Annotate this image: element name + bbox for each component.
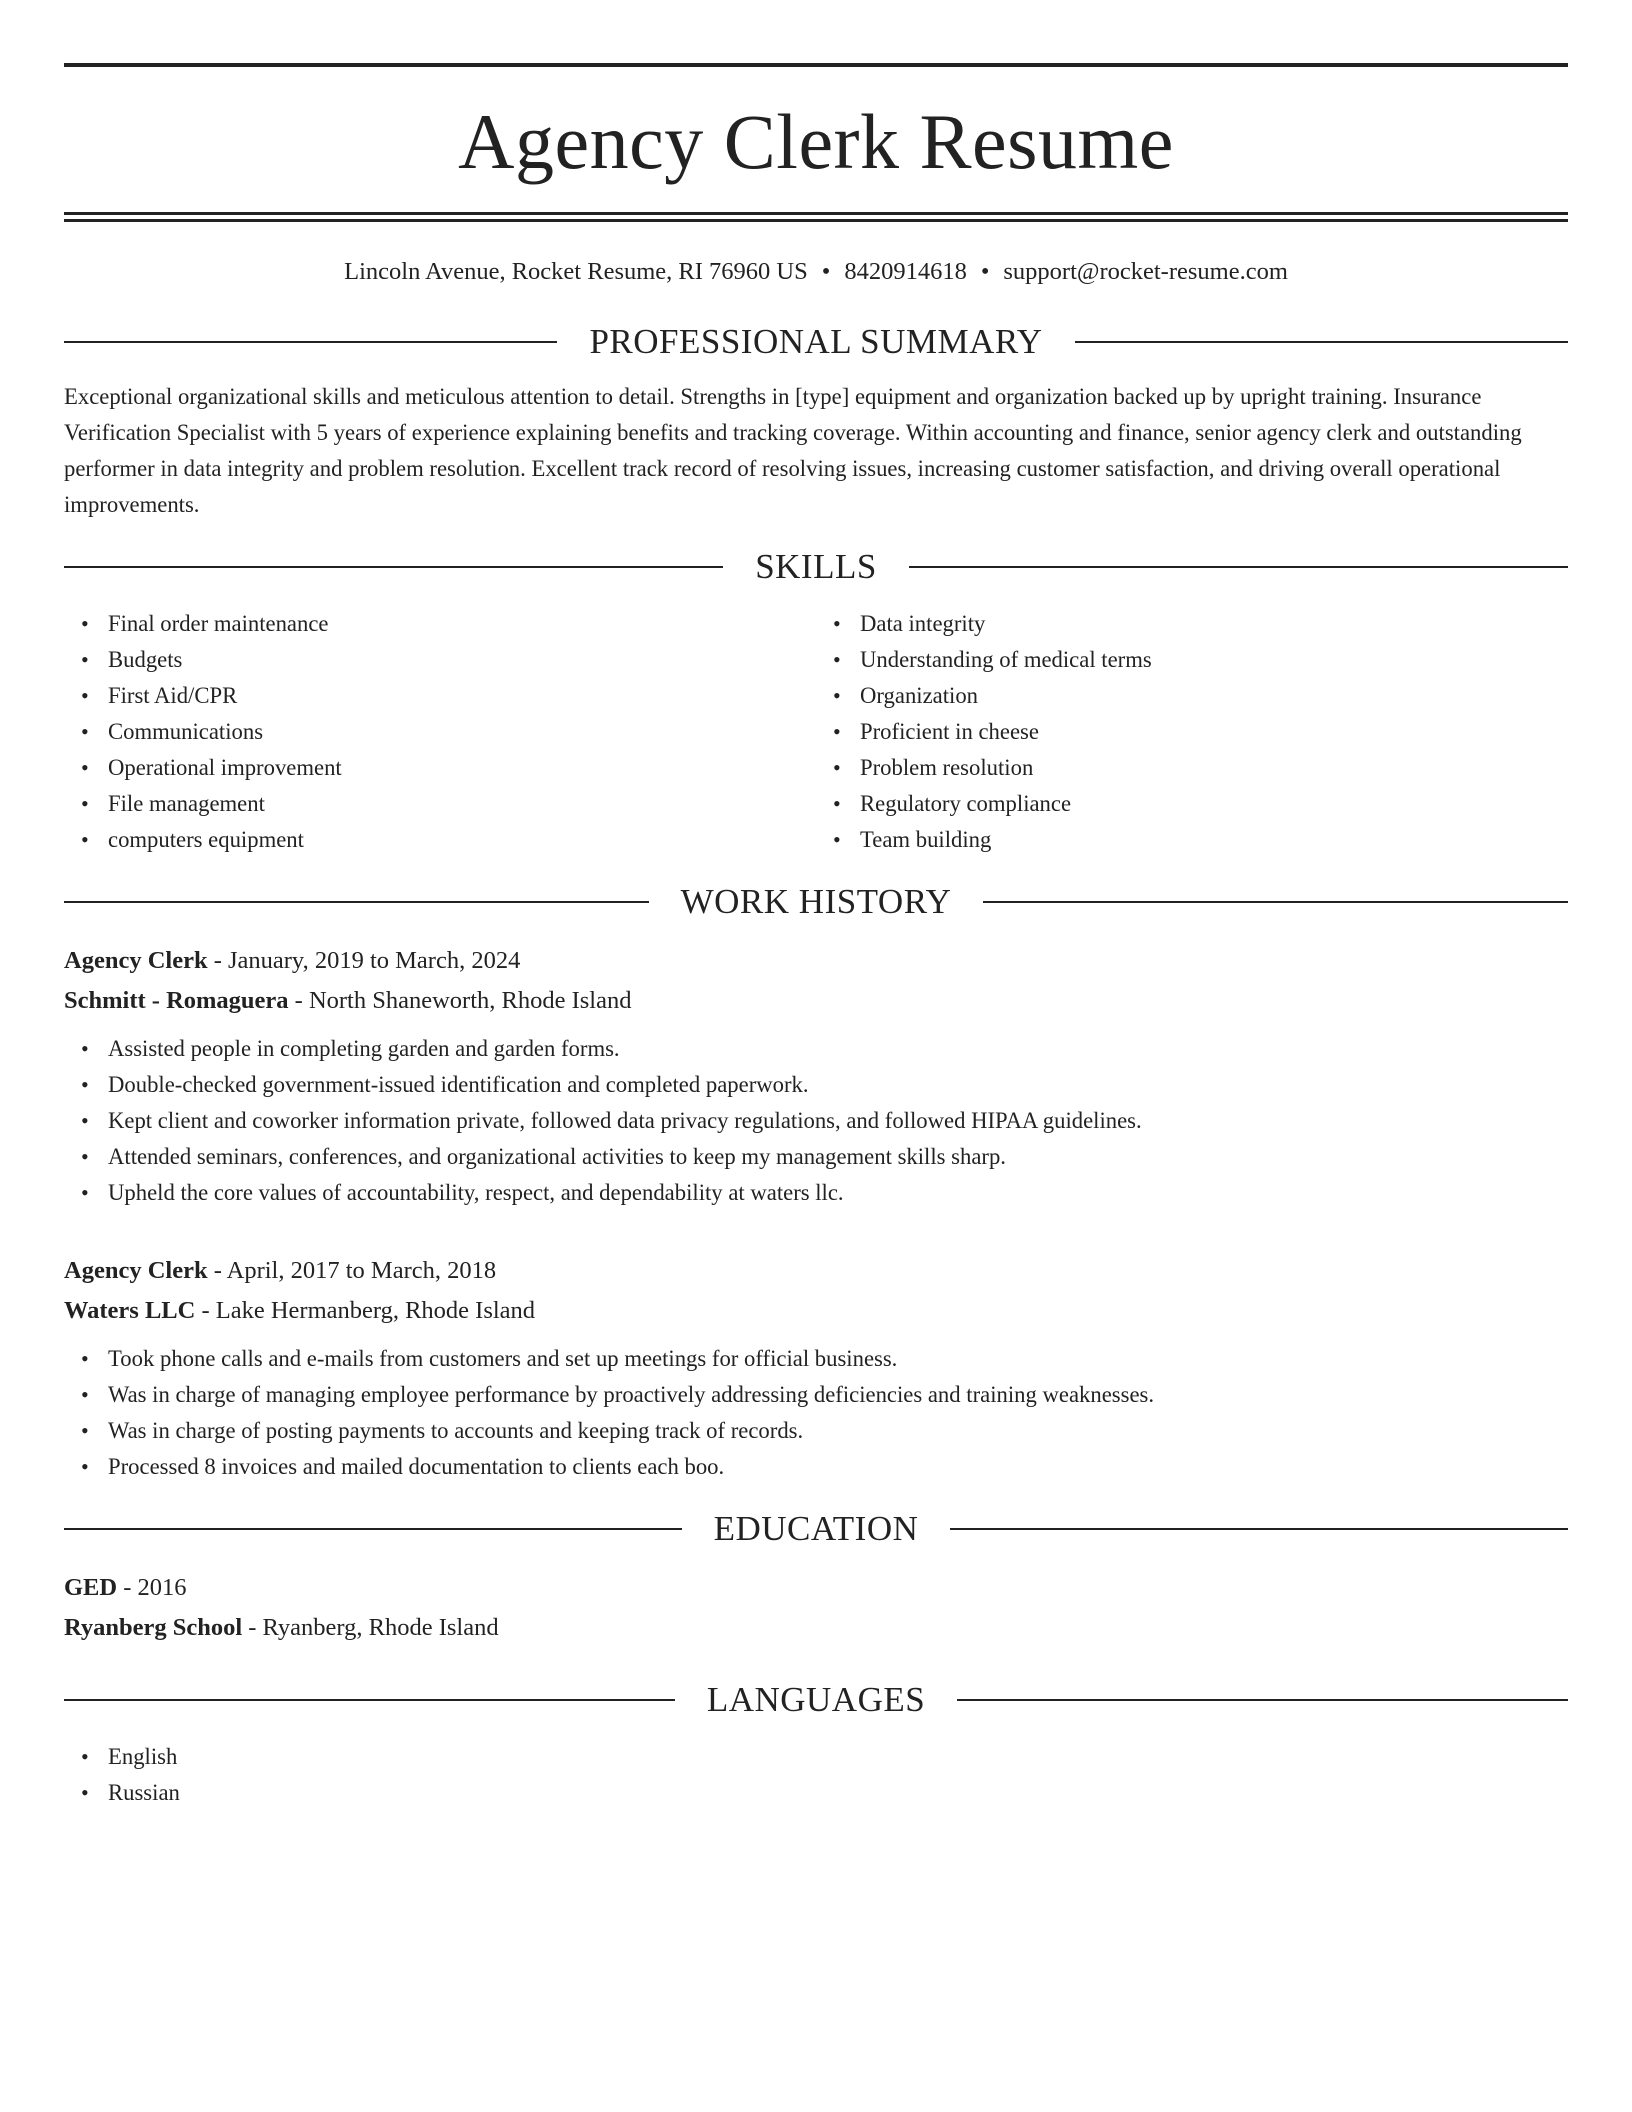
job-location: - North Shaneworth, Rhode Island: [288, 987, 632, 1015]
list-item: • Was in charge of posting payments to accounts and keeping track of records.: [108, 1413, 1568, 1449]
section-title: EDUCATION: [713, 1509, 919, 1549]
education-school: Ryanberg School: [64, 1614, 243, 1642]
job-dates: - April, 2017 to March, 2018: [207, 1257, 497, 1285]
job-title: Agency Clerk: [64, 1257, 208, 1285]
list-item: • Final order maintenance: [108, 606, 816, 642]
job-entry: [64, 1251, 1568, 1485]
languages-items: [64, 1739, 1568, 1811]
heading-rule: [64, 341, 557, 343]
education-entry: [64, 1568, 1568, 1648]
list-item: • Budgets: [108, 642, 816, 678]
list-item: • Communications: [108, 714, 816, 750]
list-item: • Understanding of medical terms: [860, 642, 1568, 678]
skills-column-left: [64, 606, 816, 858]
job-company-line: [64, 1291, 1568, 1331]
contact-address: Lincoln Avenue, Rocket Resume, RI 76960 US: [344, 258, 808, 285]
list-item: • Double-checked government-issued identification and completed paperwork.: [108, 1067, 1568, 1103]
list-item: • Kept client and coworker information private, followed data privacy regulations, and followed HIPAA guidelines.: [108, 1103, 1568, 1139]
list-item: • First Aid/CPR: [108, 678, 816, 714]
section-heading-languages: [64, 1680, 1568, 1720]
list-item: • Was in charge of managing employee performance by proactively addressing deficiencies and training weaknesses.: [108, 1377, 1568, 1413]
languages-list: [64, 1739, 1568, 1811]
list-item: • Assisted people in completing garden and garden forms.: [108, 1031, 1568, 1067]
title-double-rule: [64, 212, 1568, 222]
job-entry: [64, 941, 1568, 1211]
education-school-line: [64, 1608, 1568, 1648]
section-heading-education: [64, 1509, 1568, 1549]
heading-rule: [950, 1528, 1568, 1530]
section-title: PROFESSIONAL SUMMARY: [589, 322, 1043, 362]
heading-rule: [64, 566, 723, 568]
heading-rule: [1075, 341, 1568, 343]
job-bullets: [64, 1341, 1568, 1485]
heading-rule: [983, 901, 1568, 903]
job-company: Waters LLC: [64, 1297, 196, 1325]
job-company-line: [64, 981, 1568, 1021]
section-title: WORK HISTORY: [680, 882, 952, 922]
list-item: • Attended seminars, conferences, and organizational activities to keep my management skills sharp.: [108, 1139, 1568, 1175]
heading-rule: [64, 1699, 675, 1701]
job-company: Schmitt - Romaguera: [64, 987, 289, 1015]
list-item: • English: [108, 1739, 1568, 1775]
list-item: • Team building: [860, 822, 1568, 858]
list-item: • Upheld the core values of accountability, respect, and dependability at waters llc.: [108, 1175, 1568, 1211]
heading-rule: [64, 1528, 682, 1530]
list-item: • Organization: [860, 678, 1568, 714]
section-title: LANGUAGES: [706, 1680, 926, 1720]
list-item: • Processed 8 invoices and mailed documentation to clients each boo.: [108, 1449, 1568, 1485]
list-item: • Regulatory compliance: [860, 786, 1568, 822]
list-item: • computers equipment: [108, 822, 816, 858]
contact-line: [64, 257, 1568, 286]
section-heading-skills: [64, 547, 1568, 587]
education-degree-line: [64, 1568, 1568, 1608]
section-heading-summary: [64, 322, 1568, 362]
job-location: - Lake Hermanberg, Rhode Island: [195, 1297, 536, 1325]
list-item: • Took phone calls and e-mails from customers and set up meetings for official business.: [108, 1341, 1568, 1377]
skills-column-right: [816, 606, 1568, 858]
education-degree: GED: [64, 1574, 118, 1602]
heading-rule: [909, 566, 1568, 568]
job-dates: - January, 2019 to March, 2024: [207, 947, 521, 975]
job-title-line: [64, 1251, 1568, 1291]
resume-page: [64, 63, 1568, 1811]
section-title: SKILLS: [755, 547, 877, 587]
list-item: • Data integrity: [860, 606, 1568, 642]
skills-list: [64, 606, 1568, 858]
heading-rule: [64, 901, 649, 903]
contact-separator: •: [980, 258, 990, 285]
list-item: • Proficient in cheese: [860, 714, 1568, 750]
education-location: - Ryanberg, Rhode Island: [242, 1614, 499, 1642]
contact-email: support@rocket-resume.com: [1003, 258, 1288, 285]
list-item: • Russian: [108, 1775, 1568, 1811]
summary-text: Exceptional organizational skills and meticulous attention to detail. Strengths in [type] equipment and organization backed up by upright training. Insurance Verification Specialist with 5 years of experience explaining benefits and tracking coverage. Within accounting and finance, senior agency clerk and outstanding performer in data integrity and problem resolution. Excellent track record of resolving issues, increasing customer satisfaction, and driving overall operational improvements.: [64, 384, 1522, 518]
contact-phone: 8420914618: [844, 258, 967, 285]
job-title-line: [64, 941, 1568, 981]
list-item: • Problem resolution: [860, 750, 1568, 786]
contact-separator: •: [821, 258, 831, 285]
section-heading-work: [64, 882, 1568, 922]
list-item: • Operational improvement: [108, 750, 816, 786]
education-year: - 2016: [117, 1574, 187, 1602]
list-item: • File management: [108, 786, 816, 822]
job-title: Agency Clerk: [64, 947, 208, 975]
heading-rule: [957, 1699, 1568, 1701]
page-title: Agency Clerk Resume: [458, 98, 1174, 185]
job-bullets: [64, 1031, 1568, 1211]
top-rule: [64, 63, 1568, 67]
